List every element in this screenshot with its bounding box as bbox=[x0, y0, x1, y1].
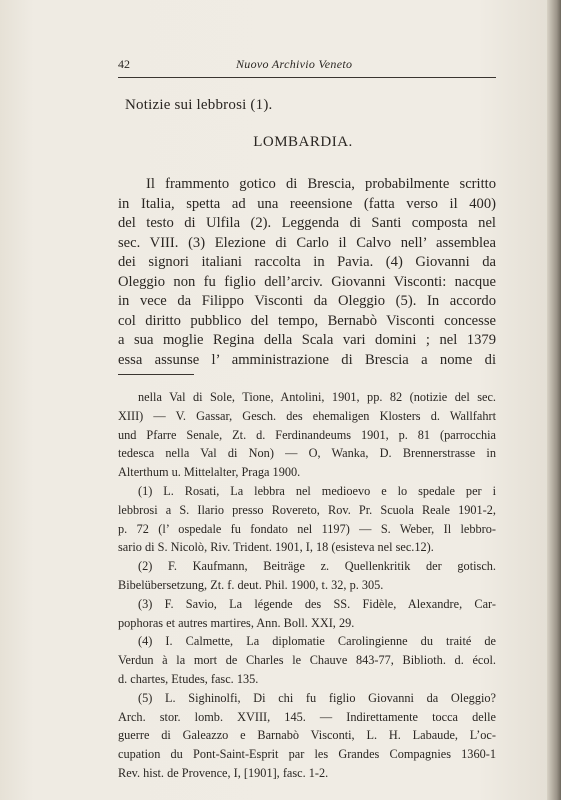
body-line: dei signori italiani raccolta in Pavia. (4) Giovanni da bbox=[118, 254, 496, 270]
body-paragraph bbox=[118, 175, 496, 370]
footnotes bbox=[118, 388, 496, 783]
footnote-line: (4) I. Calmette, La diplomatie Carolingienne du traité de bbox=[138, 634, 496, 649]
running-header bbox=[118, 57, 496, 75]
body-line: in Italia, spetta ad una reeensione (fatta verso il 400) bbox=[118, 195, 496, 212]
body-line: in vece da Filippo Visconti da Oleggio (5). In accordo bbox=[118, 293, 496, 309]
footnote-line: (2) F. Kaufmann, Beiträge z. Quellenkritik der gotisch. bbox=[138, 559, 496, 574]
footnote-line: (1) L. Rosati, La lebbra nel medioevo e lo spedale per i bbox=[138, 483, 496, 498]
body-line: Oleggio non fu figlio dell’arciv. Giovanni Visconti: nacque bbox=[118, 273, 496, 290]
running-title: Nuovo Archivio Veneto bbox=[236, 57, 353, 71]
body-line: col diritto pubblico del tempo, Bernabò Visconti concesse bbox=[118, 312, 496, 329]
footnote-line: pophoras et autres martires, Ann. Boll. XXI, 29. bbox=[118, 615, 355, 630]
body-line: a sua moglie Regina della Scala vari domini ; nel 1379 bbox=[118, 332, 496, 348]
footnote-line: (3) F. Savio, La légende des SS. Fidèle, Alexandre, Car- bbox=[138, 596, 496, 611]
footnote-line: nella Val di Sole, Tione, Antolini, 1901, pp. 82 (notizie del sec. bbox=[138, 390, 496, 404]
footnote-line: XIII) — V. Gassar, Gesch. des ehemaligen Klosters d. Wallfahrt bbox=[118, 408, 496, 423]
body-line: del testo di Ulfila (2). Leggenda di Santi composta nel bbox=[118, 215, 496, 231]
body-line: sec. VIII. (3) Elezione di Carlo il Calvo nell’ assemblea bbox=[118, 234, 496, 251]
footnote-line: guerre di Galeazzo e Barnabò Visconti, L. H. Labaude, L’oc- bbox=[118, 728, 496, 743]
footnote-line: und Pfarre Senale, Zt. d. Ferdinandeums 1901, p. 81 (parrocchia bbox=[118, 427, 496, 442]
footnote-line: tedesca nella Val di Non) — O, Wanka, D. Brennerstrasse in bbox=[118, 446, 496, 461]
footnote-line: d. chartes, Etudes, fasc. 135. bbox=[118, 671, 259, 686]
footnote-line: lebbrosi a S. Ilario presso Rovereto, Rov. Pr. Scuola Reale 1901-2, bbox=[118, 502, 496, 517]
footnote-line: Rev. hist. de Provence, I, [1901], fasc. 1-2. bbox=[118, 765, 329, 780]
footnote-line: Bibelübersetzung, Zt. f. deut. Phil. 1900, t. 32, p. 305. bbox=[118, 577, 384, 592]
footnote-line: sario di S. Nicolò, Riv. Trident. 1901, I, 18 (esisteva nel sec.12). bbox=[118, 540, 434, 555]
footnote-line: (5) L. Sighinolfi, Di chi fu figlio Giovanni da Oleggio? bbox=[138, 690, 496, 705]
footnote-line: cupation du Pont-Saint-Esprit par les Grandes Compagnies 1360-1 bbox=[118, 747, 496, 762]
body-line: essa assunse l’ amministrazione di Brescia a nome di bbox=[118, 351, 496, 368]
body-line: Il frammento gotico di Brescia, probabilmente scritto bbox=[146, 176, 496, 192]
section-heading: Notizie sui lebbrosi (1). bbox=[125, 97, 273, 113]
page-number: 42 bbox=[118, 57, 130, 71]
footnote-line: p. 72 (l’ ospedale fu fondato nel 1197) — S. Weber, Il lebbro- bbox=[118, 521, 496, 536]
footnote-line: Alterthum u. Mittelalter, Praga 1900. bbox=[118, 465, 301, 480]
footnote-line: Verdun à la mort de Charles le Chauve 843-77, Biblioth. d. écol. bbox=[118, 653, 496, 668]
footnote-line: Arch. stor. lomb. XVIII, 145. — Indirettamente tocca delle bbox=[118, 709, 496, 724]
page-edge-shadow bbox=[547, 0, 561, 800]
header-rule bbox=[118, 77, 496, 78]
footnote-rule bbox=[118, 374, 194, 375]
region-title: LOMBARDIA. bbox=[253, 134, 353, 150]
